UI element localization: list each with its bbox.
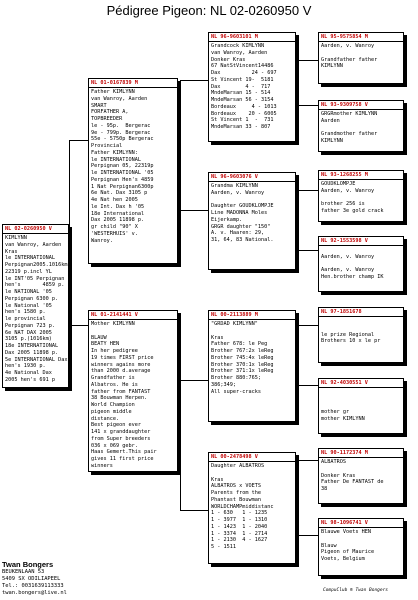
detail-line: Brother 370:1x leReg — [211, 361, 274, 368]
great-grandparent-card — [318, 100, 404, 152]
detail-line: KIMLYNN — [5, 235, 27, 241]
software-credit: CompuClub ® Twan Bongers — [322, 588, 388, 593]
detail-line — [321, 261, 401, 268]
detail-line: 036 x 069 gebr. — [91, 442, 138, 449]
detail-line: 1 - 630 1 - 1235 — [211, 510, 268, 517]
detail-line: 'WESTERHUIS' v. — [91, 230, 138, 237]
detail-line: Brother 767:2x leReg — [211, 348, 274, 354]
detail-line: A. v. Haaren: 29, — [211, 230, 265, 237]
detail-line: Haas Gemert.This pair — [91, 449, 157, 456]
connector-line — [180, 80, 208, 81]
detail-line: Grandmother father — [321, 131, 378, 138]
grandparent-card — [208, 452, 296, 564]
pigeon-details — [319, 458, 403, 494]
detail-line — [91, 328, 175, 335]
detail-line — [321, 466, 401, 473]
ring-number: NL 96-9603101 M — [209, 33, 295, 42]
detail-line: Blauwe Voets HEN — [321, 529, 371, 535]
ring-number: NL 96-9603076 V — [209, 173, 295, 182]
ring-number: NL 92-4030551 V — [319, 379, 403, 388]
detail-line: 6e NAT DAX 2005 — [5, 329, 52, 336]
ring-number: NL 98-1096741 V — [319, 519, 403, 528]
detail-line: World Champion — [91, 402, 135, 408]
owner-info — [2, 560, 67, 597]
subject-pigeon-card — [2, 224, 69, 388]
detail-line: Best pigeon ever — [91, 422, 141, 429]
detail-line: Dax 2005 11898 p. — [5, 349, 59, 356]
detail-line: than 2000 d.average — [91, 368, 151, 375]
detail-line: mother KIMLYNN — [321, 416, 365, 422]
pigeon-details — [319, 246, 403, 282]
connector-line — [298, 460, 318, 461]
detail-line: Albatros. He is — [91, 381, 138, 388]
detail-line: Daughter GOUDKLOMPJE — [211, 203, 274, 210]
grandparent-card — [208, 172, 296, 270]
detail-line: GRGR daughter "150" — [211, 223, 271, 230]
detail-line: le National '05 — [5, 302, 52, 309]
ring-number: NL 00-2478498 V — [209, 453, 295, 462]
great-grandparent-card — [318, 32, 404, 84]
connector-line — [69, 140, 70, 325]
detail-line: father 3e gold crack — [321, 208, 384, 214]
detail-line: from Super breeders — [91, 435, 151, 442]
detail-line: le - 95p. Bergerac — [91, 122, 151, 129]
detail-line: MndeMarsan 56 - 3154 — [211, 97, 274, 103]
detail-line: Kras — [211, 334, 224, 341]
detail-line: le provincial — [5, 316, 46, 322]
pigeon-details — [319, 528, 403, 564]
detail-line — [321, 50, 401, 57]
detail-line: 2005 hen's 691 p — [5, 376, 55, 383]
detail-line: Daughter ALBATROS — [211, 463, 265, 469]
detail-line: Grandfather father — [321, 56, 378, 63]
detail-line: hen's 4859 p. — [5, 282, 65, 289]
grandparent-card — [208, 32, 296, 142]
detail-line — [321, 325, 401, 332]
detail-line: Grandfather is — [91, 375, 135, 381]
detail-line: ALBATROS — [321, 459, 346, 465]
detail-line — [321, 403, 401, 410]
detail-line — [321, 125, 401, 132]
detail-line — [321, 396, 401, 403]
detail-line: "GRDAD KIMLYNN" — [211, 321, 258, 327]
ring-number: NL 95-9575854 M — [319, 33, 403, 42]
pigeon-details — [89, 320, 177, 471]
connector-line — [298, 190, 299, 250]
great-grandparent-card — [318, 236, 404, 292]
detail-line: Father KIMLYNN — [91, 89, 135, 95]
detail-line: van Wanroy, Aarden — [5, 241, 62, 248]
detail-line: Voets, Belgium — [321, 556, 365, 562]
detail-line: TOPBREEDER — [91, 116, 123, 122]
detail-line: Bordeaux 4 - 1013 — [211, 103, 277, 110]
detail-line: Brother 371:1x leReg — [211, 368, 274, 375]
detail-line: Eijerkamp. — [211, 216, 243, 223]
detail-line: 1 - 3977 1 - 1310 — [211, 517, 268, 523]
ring-number: NL 00-2113889 M — [209, 311, 295, 320]
detail-line: Dax 24 - 697 — [211, 70, 277, 76]
ring-number: NL 92-1553598 V — [319, 237, 403, 246]
detail-line: Father De FANTAST de — [321, 479, 384, 486]
connector-line — [298, 325, 318, 326]
detail-line: KIMLYNN — [321, 63, 343, 70]
detail-line: gives 11 first price — [91, 456, 154, 462]
great-grandparent-card — [318, 378, 404, 434]
pigeon-details — [209, 182, 295, 245]
detail-line: Perpignan 05, 22319p — [91, 163, 154, 170]
detail-line: Brothers 10 x le pr — [321, 338, 381, 345]
detail-line: 38 — [321, 486, 328, 492]
detail-line: Father KIMLYNN: — [91, 149, 138, 156]
detail-line: 3105 p.(1016km) — [5, 336, 52, 343]
dam-card — [88, 310, 178, 472]
detail-line: Brother 880:765; — [211, 375, 261, 381]
connector-line — [69, 140, 88, 141]
great-grandparent-card — [318, 307, 404, 363]
detail-line: Mother KIMLYNN — [91, 321, 135, 327]
detail-line: SMART — [91, 102, 107, 109]
detail-line: Dax 4 - 717 — [211, 83, 271, 90]
connector-line — [298, 385, 318, 386]
detail-line: 22319 p.incl YL — [5, 268, 52, 275]
detail-line: 18e INTERNATIONAL — [5, 343, 59, 349]
detail-line: 141 x granddaughter — [91, 429, 151, 435]
detail-line: le INTERNATIONAL — [91, 156, 141, 163]
detail-line: Kras — [5, 248, 18, 255]
detail-line: Pigeon of Maurice — [321, 549, 375, 556]
detail-line: 6e Nat. Dax 3105 p — [91, 190, 148, 197]
detail-line: winners — [91, 462, 113, 469]
detail-line: 67 NatStVincent14486 — [211, 63, 274, 70]
pigeon-details — [89, 88, 177, 245]
detail-line: GRGRmother KIMLYNN — [321, 111, 378, 117]
detail-line: Dax 2005 11898 p. — [91, 217, 145, 224]
detail-line: twan.bongers@live.nl — [2, 590, 67, 596]
detail-line — [211, 197, 293, 204]
detail-line — [321, 318, 401, 325]
connector-line — [180, 80, 181, 210]
detail-line: 5409 SX ODILIAPEEL — [2, 576, 61, 582]
detail-line — [321, 247, 401, 254]
detail-line: 1 Nat Perpignan6300p — [91, 183, 154, 190]
detail-line: MndeMarsan 15 - 514 — [211, 90, 271, 97]
detail-line: MndeMarsan 33 - 807 — [211, 124, 271, 130]
connector-line — [298, 60, 318, 61]
detail-line: St Vincent 1 - 731 — [211, 117, 274, 124]
detail-line: Line MADONNA Moles — [211, 210, 268, 216]
pigeon-details — [3, 234, 68, 385]
detail-line: father from FANTAST — [91, 388, 151, 395]
detail-line: le INTERNATIONAL — [5, 255, 55, 262]
detail-line: KIMLYNN — [321, 138, 343, 144]
detail-line: le prize Regional — [321, 331, 375, 338]
owner-name: Twan Bongers — [2, 560, 54, 569]
detail-line: Donker Kras — [211, 56, 246, 63]
ring-number: NL 93-9309758 V — [319, 101, 403, 110]
detail-line: Blauw — [321, 542, 337, 549]
connector-line — [180, 510, 208, 511]
detail-line: Aarden — [321, 117, 340, 124]
detail-line: mother gr — [321, 409, 350, 416]
detail-line: le INTERNATIONAL '05 — [91, 170, 154, 176]
great-grandparent-card — [318, 170, 404, 222]
page-title: Pédigree Pigeon: NL 02-0260950 V — [106, 3, 312, 18]
connector-line — [298, 190, 318, 191]
pigeon-details — [209, 42, 295, 132]
sire-card — [88, 78, 178, 264]
detail-line: Father 678: le Peg — [211, 341, 268, 348]
detail-line: Bordeaux 20 - 6005 — [211, 110, 277, 117]
owner-address — [2, 569, 67, 597]
detail-line: 1 - 3374 1 - 2714 — [211, 530, 268, 537]
connector-line — [298, 535, 318, 536]
detail-line: 5 - 1511 — [211, 544, 236, 550]
detail-line: pigeon middle — [91, 408, 132, 415]
detail-line: 386;349; — [211, 381, 236, 388]
detail-line: 18e International — [91, 210, 145, 217]
detail-line: Wanroy. — [91, 237, 113, 244]
detail-line: gr child "90" X — [91, 224, 138, 230]
detail-line: BEATY HEN — [91, 341, 120, 348]
detail-line: Aarden, v. Wanroy — [321, 253, 375, 260]
connector-line — [298, 60, 299, 105]
detail-line: 19 times FIRST price — [91, 354, 154, 361]
detail-line: Tel.: 0031639113333 — [2, 583, 64, 589]
detail-line — [321, 389, 401, 396]
detail-line: Phantast Bouwman — [211, 496, 261, 503]
detail-line: Parents from the — [211, 490, 261, 496]
connector-line — [298, 250, 318, 251]
connector-line — [298, 325, 299, 385]
detail-line: 9e - 799p. Bergerac — [91, 129, 151, 136]
pigeon-details — [319, 180, 403, 216]
detail-line: le Int. Dax h '05 — [91, 203, 145, 210]
detail-line: WORLDCHAMPmiddistanc — [211, 503, 274, 510]
pigeon-details — [209, 462, 295, 552]
connector-line — [298, 105, 318, 106]
detail-line — [211, 470, 293, 477]
pigeon-details — [319, 317, 403, 346]
ring-number: NL 02-0260950 V — [3, 225, 68, 234]
detail-line: Perpignan 723 p. — [5, 322, 55, 329]
detail-line: 4e National Dax — [5, 370, 52, 376]
ring-number: NL 90-1172374 M — [319, 449, 403, 458]
connector-line — [298, 460, 299, 535]
detail-line: Hen.brother champ IK — [321, 274, 384, 280]
pigeon-details — [319, 42, 403, 71]
great-grandparent-card — [318, 448, 404, 504]
detail-line: 5e INTERNATIONAL Dax — [5, 356, 68, 363]
detail-line: distance. — [91, 415, 120, 422]
detail-line: Aarden, v. Wanroy — [321, 267, 375, 274]
detail-line: 1 - 2130 4 - 1627 — [211, 537, 268, 544]
detail-line: St Vincent 19- 5181 — [211, 76, 274, 83]
detail-line: All super-cracks — [211, 388, 261, 395]
pigeon-details — [209, 320, 295, 396]
detail-line: Grandcock KIMLYNN — [211, 43, 265, 49]
grandparent-card — [208, 310, 296, 422]
ring-number: NL 01-2141441 V — [89, 311, 177, 320]
detail-line: BEUKENLAAN 53 — [2, 569, 45, 575]
detail-line: van Wanroy, Aarden — [91, 95, 148, 102]
detail-line: le NATIONAL '05 — [5, 289, 52, 295]
detail-line: Donker Kras — [321, 472, 356, 479]
detail-line — [321, 195, 401, 202]
detail-line: Grandma KIMLYNN — [211, 183, 258, 189]
detail-line: Brother 745:4x leReg — [211, 354, 274, 361]
detail-line: Aarden, v. Wanroy — [211, 189, 265, 196]
detail-line: Provincial — [91, 143, 123, 149]
connector-line — [180, 210, 208, 211]
connector-line — [180, 380, 181, 510]
great-grandparent-card — [318, 518, 404, 576]
detail-line: hen's 1580 p. — [5, 309, 46, 316]
ring-number: NL 01-0167839 M — [89, 79, 177, 88]
detail-line: Perpignan2005.1016km — [5, 262, 68, 268]
detail-line: 1 - 1423 1 - 2040 — [211, 523, 268, 530]
detail-line: le INT'05 Perpignan — [5, 275, 65, 282]
detail-line: 55e - 5750p Bergerac — [91, 136, 154, 143]
detail-line: hen's 1930 p. — [5, 363, 46, 370]
connector-line — [69, 325, 88, 326]
ring-number: NL 93-1268255 M — [319, 171, 403, 180]
detail-line — [321, 536, 401, 543]
detail-line: Aarden, v. Wanroy — [321, 187, 375, 194]
detail-line: Kras — [211, 476, 224, 483]
pigeon-details — [319, 388, 403, 424]
connector-line — [180, 380, 208, 381]
detail-line: In her pedigree — [91, 348, 138, 354]
detail-line: 38 Bouwman Herpen. — [91, 395, 148, 402]
detail-line: FORFATHER A, — [91, 109, 129, 116]
detail-line: BLAUW — [91, 334, 107, 341]
ring-number: NL 97-1851678 — [319, 308, 403, 317]
detail-line: Perpignan Hen's 4859 — [91, 176, 154, 183]
detail-line: Aarden, v. Wanroy — [321, 43, 375, 49]
detail-line: Perpignan 6300 p. — [5, 295, 59, 302]
detail-line: van Wanroy, Aarden — [211, 49, 268, 56]
detail-line: GOUDKLOMPJE — [321, 181, 356, 187]
detail-line: 31, 64, 83 National. — [211, 237, 274, 243]
detail-line: brother 256 is — [321, 201, 365, 208]
detail-line: winners agains more — [91, 361, 151, 368]
detail-line — [211, 328, 293, 335]
pigeon-details — [319, 110, 403, 146]
detail-line: 4e Nat hen 2005 — [91, 197, 138, 203]
detail-line: ALBATROS x VOETS — [211, 483, 261, 490]
